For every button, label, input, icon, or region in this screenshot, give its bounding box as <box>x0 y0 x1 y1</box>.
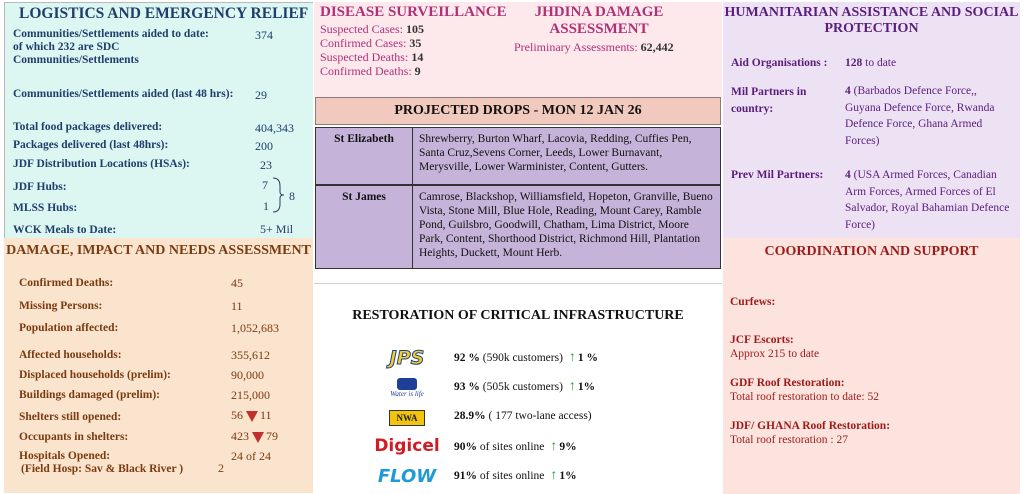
displaced-households-value: 90,000 <box>231 368 264 382</box>
shelters-opened-count: 56 <box>231 408 243 422</box>
communities-aided-value: 374 <box>255 28 273 42</box>
jps-detail: (590k customers) <box>479 352 563 364</box>
confirmed-deaths-dis-label: Confirmed Deaths: <box>320 64 415 78</box>
logistics-title: LOGISTICS AND EMERGENCY RELIEF <box>19 5 309 22</box>
buildings-damaged-label: Buildings damaged (prelim): <box>19 389 160 401</box>
suspected-cases-line <box>320 22 424 37</box>
mlss-hubs-label: MLSS Hubs: <box>13 202 78 214</box>
prev-mil-rest: (USA Armed Forces, Canadian Arm Forces, Armed Forces of El Salvador, Royal Bahamian Defence Force) <box>845 169 1010 231</box>
nwa-logo-text: NWA <box>389 410 424 426</box>
nwc-up: 1% <box>577 381 596 393</box>
flow-logo-text: FLOW <box>377 465 437 487</box>
digicel-logo-icon <box>376 434 438 458</box>
shelters-opened-value <box>231 408 272 423</box>
shelters-opened-label: Shelters still opened: <box>19 411 122 423</box>
mil-partners-value <box>845 83 1015 149</box>
up-arrow-icon: ↑ <box>550 468 558 483</box>
jdf-ghana-roof-label: JDF/ GHANA Roof Restoration: <box>730 420 891 432</box>
food-packages-value: 404,343 <box>255 121 294 135</box>
mil-partners-rest: (Barbados Defence Force,, Guyana Defence Force, Rwanda Defence Force, Ghana Armed Forces) <box>845 85 995 147</box>
disease-title: DISEASE SURVEILLANCE <box>320 4 507 20</box>
missing-persons-value: 11 <box>231 299 243 313</box>
jps-logo-text: JPS <box>389 347 425 369</box>
jhdina-label: Preliminary Assessments: <box>514 40 641 54</box>
flow-up: 1% <box>559 470 577 482</box>
prev-mil-num: 4 <box>845 169 851 181</box>
prev-mil-label: Prev Mil Partners: <box>731 169 824 181</box>
flow-pct: 91% <box>454 470 477 482</box>
nwc-detail: (505k customers) <box>479 381 563 393</box>
nwc-logo-text: Water is life <box>390 390 424 398</box>
field-hosp-value: 2 <box>218 461 224 475</box>
missing-persons-label: Missing Persons: <box>19 300 103 312</box>
disease-panel <box>314 2 722 97</box>
jps-pct: 92 % <box>454 352 480 364</box>
drops-panel <box>314 97 722 271</box>
wck-meals-label: WCK Meals to Date: <box>13 224 117 236</box>
humanitarian-title: HUMANITARIAN ASSISTANCE AND SOCIAL PROTECTION <box>724 5 1019 36</box>
jps-up: 1 % <box>577 352 599 364</box>
drop-row-st-james <box>315 185 721 269</box>
aid-orgs-label: Aid Organisations : <box>731 57 828 69</box>
suspected-deaths-line <box>320 50 423 65</box>
flow-status <box>454 468 577 484</box>
up-arrow-icon: ↑ <box>568 379 576 394</box>
confirmed-deaths-dis-value: 9 <box>414 64 421 78</box>
nwc-logo-mark <box>397 378 417 390</box>
affected-households-value: 355,612 <box>231 348 270 362</box>
down-arrow-icon <box>252 432 264 443</box>
coordination-title: COORDINATION AND SUPPORT <box>764 244 979 259</box>
occupants-shelters-label: Occupants in shelters: <box>19 431 129 443</box>
population-affected-value: 1,052,683 <box>231 321 279 335</box>
restoration-panel <box>314 283 722 494</box>
jcf-escorts-value: Approx 215 to date <box>730 348 820 360</box>
occupants-down: 79 <box>266 429 278 443</box>
mil-partners-label: Mil Partners in country: <box>731 86 807 115</box>
jdf-distribution-value: 23 <box>260 158 272 172</box>
digicel-up: 9% <box>559 441 577 453</box>
aid-orgs-rest: to date <box>862 57 897 69</box>
shelters-opened-down: 11 <box>260 408 272 422</box>
suspected-cases-label: Suspected Cases: <box>320 22 406 36</box>
jdf-hubs-value: 7 <box>262 178 268 192</box>
drops-title: PROJECTED DROPS - MON 12 JAN 26 <box>315 97 721 125</box>
buildings-damaged-value: 215,000 <box>231 388 270 402</box>
confirmed-deaths-value: 45 <box>231 276 243 290</box>
confirmed-cases-value: 35 <box>409 36 422 50</box>
restoration-title: RESTORATION OF CRITICAL INFRASTRUCTURE <box>352 308 684 323</box>
up-arrow-icon: ↑ <box>568 350 576 365</box>
humanitarian-panel <box>723 2 1020 238</box>
wck-meals-value: 5+ Mil <box>260 222 294 236</box>
jdf-hubs-label: JDF Hubs: <box>13 181 67 193</box>
jps-status <box>454 350 598 366</box>
communities-48h-value: 29 <box>255 88 267 102</box>
flow-detail: of sites online <box>477 470 545 482</box>
hubs-total-value: 8 <box>289 189 295 203</box>
coordination-panel <box>723 238 1020 494</box>
hospitals-opened-label: Hospitals Opened: <box>19 450 111 462</box>
digicel-pct: 90% <box>454 441 477 453</box>
jdf-ghana-roof-value: Total roof restoration : 27 <box>730 434 848 446</box>
drop-row-st-elizabeth <box>315 127 721 185</box>
nwa-status <box>454 410 592 422</box>
up-arrow-icon: ↑ <box>550 439 558 454</box>
communities-aided-label: Communities/Settlements aided to date: of which 232 are SDC Communities/Settlements <box>13 28 209 66</box>
suspected-deaths-label: Suspected Deaths: <box>320 50 412 64</box>
nwc-logo-icon <box>376 374 438 402</box>
jhdina-title: JHDINA DAMAGE ASSESSMENT <box>534 4 664 37</box>
drop-parish: St Elizabeth <box>316 128 413 184</box>
mlss-hubs-value: 1 <box>263 199 269 213</box>
flow-logo-icon <box>376 464 438 488</box>
gdf-roof-value: Total roof restoration to date: 52 <box>730 391 879 403</box>
nwa-logo-icon <box>376 406 438 430</box>
drop-parish: St James <box>316 186 413 268</box>
prev-mil-value <box>845 167 1015 233</box>
jhdina-value: 62,442 <box>640 40 674 54</box>
mil-partners-num: 4 <box>845 85 851 97</box>
field-hosp-label: (Field Hosp: Sav & Black River ) <box>21 463 184 475</box>
affected-households-label: Affected households: <box>19 349 122 361</box>
logistics-panel <box>4 2 313 238</box>
displaced-households-label: Displaced households (prelim): <box>19 369 171 381</box>
confirmed-cases-line <box>320 36 421 51</box>
jps-logo-icon <box>376 346 438 370</box>
gdf-roof-label: GDF Roof Restoration: <box>730 377 845 389</box>
suspected-cases-value: 105 <box>406 22 424 36</box>
jcf-escorts-label: JCF Escorts: <box>730 334 794 346</box>
nwa-pct: 28.9% <box>454 410 486 422</box>
population-affected-label: Population affected: <box>19 322 119 334</box>
damage-title: DAMAGE, IMPACT AND NEEDS ASSESSMENT <box>6 243 311 258</box>
damage-panel <box>4 238 313 493</box>
drop-areas: Shrewberry, Burton Wharf, Lacovia, Redding, Cuffies Pen, Santa Cruz,Sevens Corner, Leeds, Lower Burnavant, Merysville, Lower Warminister, Content, Gutters. <box>419 133 692 173</box>
confirmed-cases-label: Confirmed Cases: <box>320 36 410 50</box>
nwa-detail: ( 177 two-lane access) <box>485 410 592 422</box>
drop-areas: Camrose, Blackshop, Williamsfield, Hopeton, Granville, Bueno Vista, Stone Mill, Blue Hole, Reading, Mount Carey, Ramble Pond, Guilsbro, Goodwill, Chatham, Lima District, Moore Park, Content, Shorthood District, Richmond Hill, Plantation Heights, Duckett, Mount Herb. <box>419 191 713 259</box>
occupants-shelters-value <box>231 429 278 444</box>
jhdina-line <box>514 40 674 55</box>
suspected-deaths-value: 14 <box>411 50 424 64</box>
aid-orgs-value <box>845 55 1015 72</box>
communities-48h-label: Communities/Settlements aided (last 48 hrs): <box>13 88 234 100</box>
confirmed-deaths-line <box>320 64 421 79</box>
digicel-status <box>454 439 577 455</box>
digicel-detail: of sites online <box>477 441 545 453</box>
packages-48h-value: 200 <box>255 139 273 153</box>
nwc-pct: 93 % <box>454 381 480 393</box>
confirmed-deaths-label: Confirmed Deaths: <box>19 277 114 289</box>
down-arrow-icon <box>246 411 258 422</box>
occupants-count: 423 <box>231 429 249 443</box>
jdf-distribution-label: JDF Distribution Locations (HSAs): <box>13 158 190 170</box>
curfews-label: Curfews: <box>730 296 776 308</box>
hubs-brace-icon <box>271 177 285 213</box>
aid-orgs-num: 128 <box>845 57 863 69</box>
packages-48h-label: Packages delivered (last 48hrs): <box>13 139 169 151</box>
nwc-status <box>454 379 595 395</box>
food-packages-label: Total food packages delivered: <box>13 121 163 133</box>
hospitals-opened-value: 24 of 24 <box>231 449 271 463</box>
digicel-logo-text: Digicel <box>374 436 440 456</box>
